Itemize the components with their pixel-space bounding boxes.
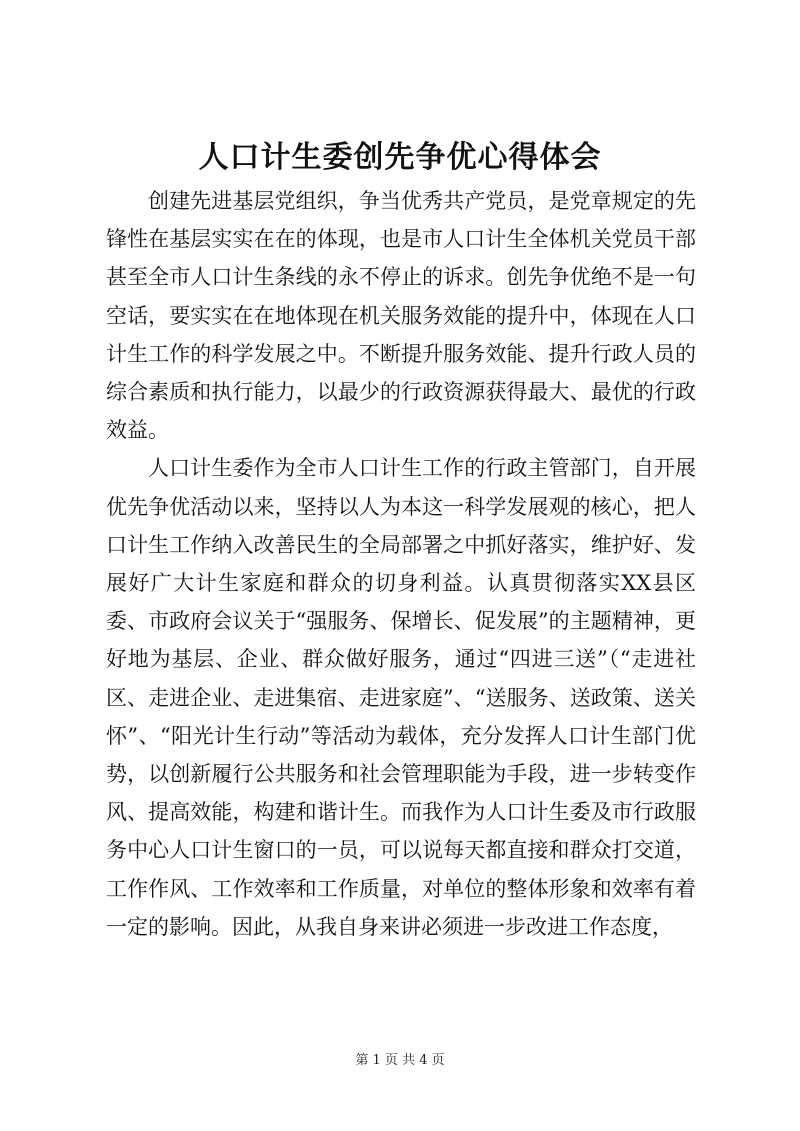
page-title: 人口计生委创先争优心得体会 [198, 140, 602, 175]
paragraph-2: 人口计生委作为全市人口计生工作的行政主管部门，自开展优先争优活动以来，坚持以人为本这一科学发展观的核心，把人口计生工作纳入改善民生的全局部署之中抓好落实，维护好、发展好广大计生家庭和群众的切身利益。认真贯彻落实XX县区委、市政府会议关于“强服务、保增长、促发展”的主题精神，更好地为基层、企业、群众做好服务，通过“四进三送”（“走进社区、走进企业、走进集宿、走进家庭”、“送服务、送政策、送关怀”、“阳光计生行动”等活动为载体，充分发挥人口计生部门优势，以创新履行公共服务和社会管理职能为手段，进一步转变作风、提高效能，构建和谐计生。而我作为人口计生委及市行政服务中心人口计生窗口的一员，可以说每天都直接和群众打交道，工作作风、工作效率和工作质量，对单位的整体形象和效率有着一定的影响。因此，从我自身来讲必须进一步改进工作态度， [106, 456, 696, 939]
page-footer: 第 1 页 共 4 页 [355, 1053, 445, 1068]
document-body [106, 182, 696, 946]
paragraph-1: 创建先进基层党组织，争当优秀共产党员，是党章规定的先锋性在基层实实在在的体现，也是市人口计生全体机关党员干部甚至全市人口计生条线的永不停止的诉求。创先争优绝不是一句空话，要实实在在地体现在机关服务效能的提升中，体现在人口计生工作的科学发展之中。不断提升服务效能、提升行政人员的综合素质和执行能力，以最少的行政资源获得最大、最优的行政效益。 [106, 189, 696, 443]
